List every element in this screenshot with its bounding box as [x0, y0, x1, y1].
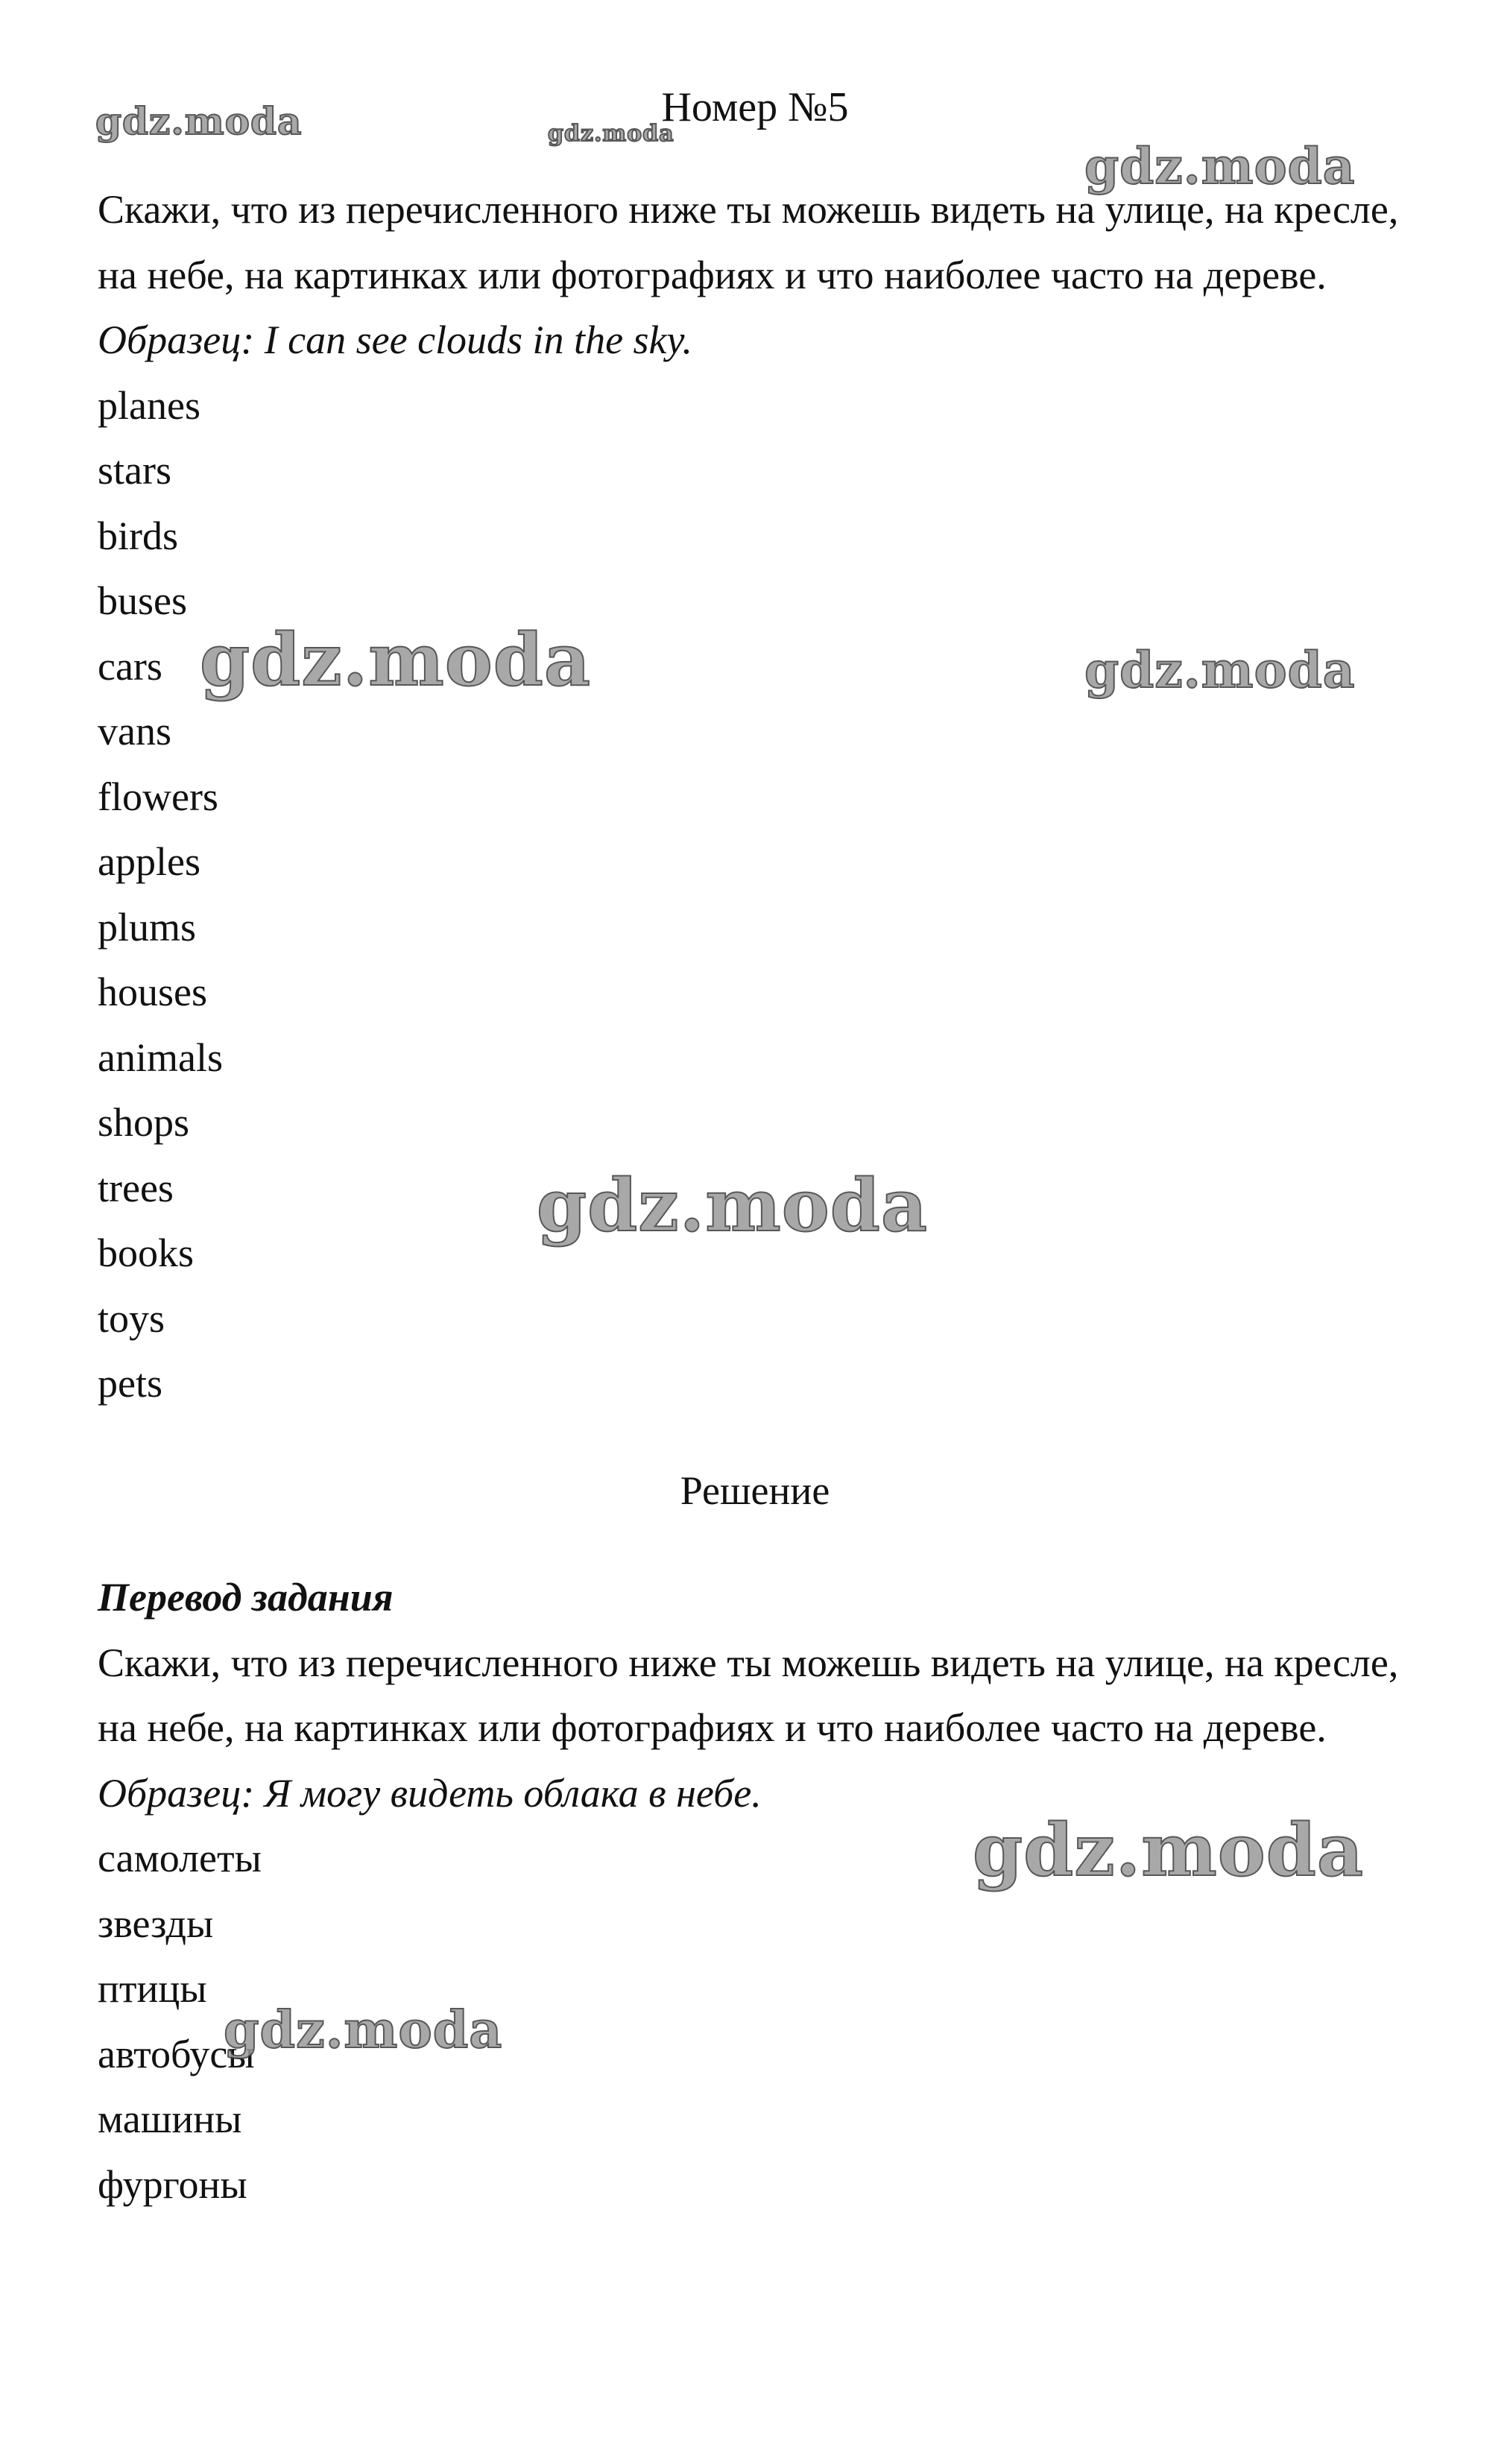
word-item: stars [98, 448, 171, 493]
word-item: houses [98, 970, 207, 1014]
watermark-logo: gdz.moda [224, 2000, 503, 2060]
word-item: buses [98, 578, 187, 623]
watermark-logo: gdz.moda [537, 1163, 929, 1248]
translation-word-item: машины [98, 2097, 242, 2141]
translation-text: Скажи, что из перечисленного ниже ты можешь видеть на улице, на кресле, на небе, на картинках или фотографиях и что наиболее часто на дереве. [98, 1640, 1399, 1750]
word-item: books [98, 1231, 195, 1275]
solution-label: Решение [680, 1468, 830, 1513]
translation-sample: Образец: Я могу видеть облака в небе. [98, 1770, 762, 1816]
translation-word-item: автобусы [98, 2031, 255, 2076]
task-word-list [98, 373, 1424, 1417]
page-title: Номер №5 [661, 84, 849, 130]
task-text: Скажи, что из перечисленного ниже ты можешь видеть на улице, на кресле, на небе, на картинках или фотографиях и что наиболее часто на дереве. [98, 187, 1399, 297]
translation-word-item: фургоны [98, 2161, 247, 2207]
word-item: plums [98, 904, 197, 950]
watermark-logo: gdz.moda [1084, 641, 1356, 699]
word-item: apples [98, 839, 200, 884]
word-item: animals [98, 1034, 223, 1080]
word-item: planes [98, 382, 200, 428]
translation-word-item: птицы [98, 1966, 207, 2011]
word-item: trees [98, 1165, 174, 1210]
word-item: cars [98, 643, 162, 689]
word-item: vans [98, 709, 171, 754]
word-item: birds [98, 513, 178, 558]
translation-word-item: самолеты [98, 1836, 262, 1880]
task-sample: Образец: I can see clouds in the sky. [98, 318, 693, 362]
watermark-logo: gdz.moda [1084, 137, 1356, 195]
word-item: pets [98, 1361, 162, 1406]
translation-heading: Перевод задания [98, 1575, 394, 1620]
watermark-logo: gdz.moda [200, 618, 592, 702]
watermark-logo: gdz.moda [95, 99, 303, 143]
translation-word-item: звезды [98, 1901, 214, 1946]
watermark-logo: gdz.moda [973, 1808, 1365, 1892]
word-item: toys [98, 1295, 165, 1341]
word-item: shops [98, 1100, 190, 1145]
watermark-logo: gdz.moda [548, 121, 675, 147]
word-item: flowers [98, 774, 218, 819]
